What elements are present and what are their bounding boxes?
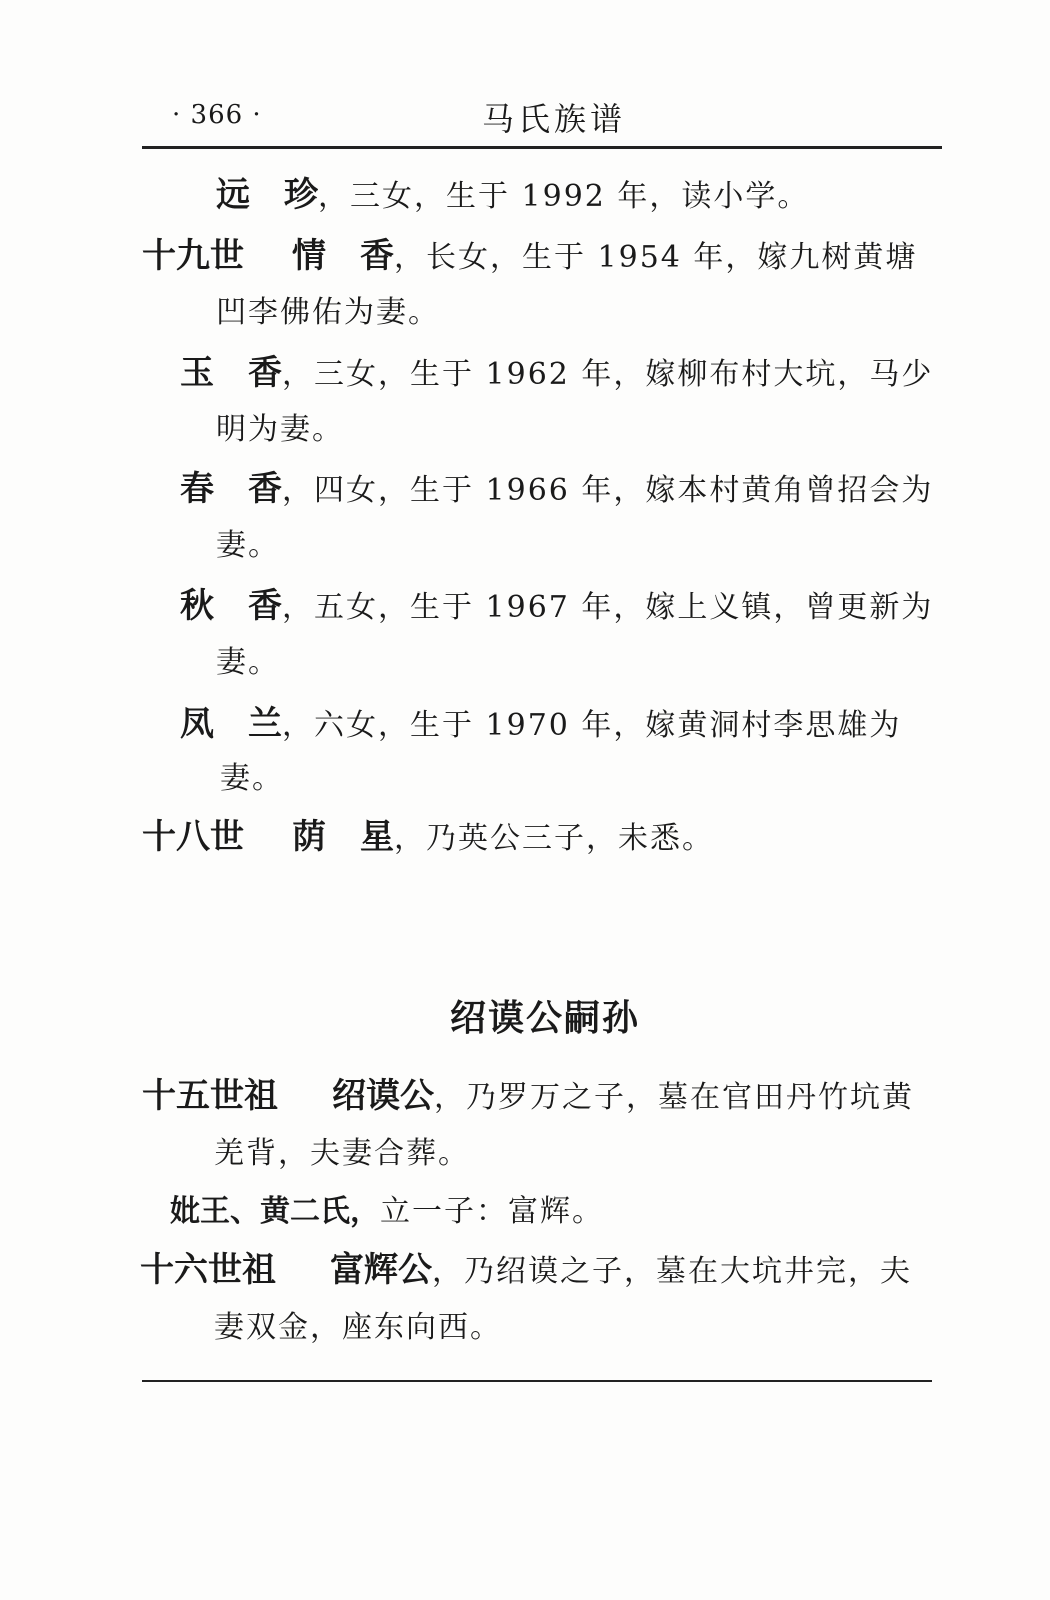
- entry-line: [180, 586, 933, 626]
- entry-continuation: [220, 759, 284, 799]
- spouse-label: 妣王、黄二氏，: [170, 1194, 380, 1229]
- entry-text: 凹李佛佑为妻。: [216, 295, 440, 330]
- entry-line: [142, 1076, 914, 1116]
- entry-line: [180, 353, 933, 393]
- entry-continuation: [214, 1134, 470, 1174]
- entry-text: ，三女，生于 1992 年，读小学。: [318, 179, 810, 214]
- footer-rule: [142, 1380, 932, 1382]
- generation-label: 十八世: [142, 817, 244, 857]
- person-name: 凤 兰: [180, 704, 282, 744]
- person-name: 荫 星: [292, 817, 394, 857]
- entry-text: ，长女，生于 1954 年，嫁九树黄塘: [394, 240, 918, 275]
- entry-line: [142, 236, 917, 276]
- entry-text: 羌背，夫妻合葬。: [214, 1136, 470, 1171]
- entry-continuation: [214, 1308, 502, 1348]
- entry-continuation: [216, 643, 280, 683]
- entry-text: 妻双金，座东向西。: [214, 1310, 502, 1345]
- entry-continuation: [216, 293, 440, 333]
- entry-text: ，乃罗万之子，墓在官田丹竹坑黄: [434, 1080, 914, 1115]
- entry-continuation: [216, 526, 280, 566]
- entry-line: [180, 704, 901, 744]
- page-number: · 366 ·: [172, 100, 262, 130]
- entry-text: ，乃英公三子，未悉。: [394, 821, 714, 856]
- generation-label: 十五世祖: [142, 1076, 278, 1116]
- entry-text: ，五女，生于 1967 年，嫁上义镇，曾更新为: [282, 590, 934, 625]
- generation-label: 十九世: [142, 236, 244, 276]
- entry-text: 妻。: [220, 761, 284, 796]
- entry-text: ，三女，生于 1962 年，嫁柳布村大坑，马少: [282, 357, 934, 392]
- person-name: 绍谟公: [332, 1076, 434, 1116]
- entry-text: 立一子：富辉。: [380, 1194, 604, 1229]
- person-name: 情 香: [292, 236, 394, 276]
- person-name: 富辉公: [330, 1250, 432, 1290]
- entry-text: 妻。: [216, 528, 280, 563]
- entry-continuation: [216, 410, 344, 450]
- person-name: 玉 香: [180, 353, 282, 393]
- entry-line: [216, 175, 809, 215]
- book-title: 马氏族谱: [482, 100, 627, 138]
- page-header: [142, 92, 942, 142]
- entry-text: ，六女，生于 1970 年，嫁黄洞村李思雄为: [282, 708, 902, 743]
- generation-label: 十六世祖: [140, 1250, 276, 1290]
- person-name: 春 香: [180, 469, 282, 509]
- entry-line: [142, 817, 714, 857]
- entry-line: [180, 469, 933, 509]
- entry-text: 明为妻。: [216, 412, 344, 447]
- entry-text: 妻。: [216, 645, 280, 680]
- entry-text: ，乃绍谟之子，墓在大坑井完，夫: [432, 1254, 912, 1289]
- section-title: 绍谟公嗣孙: [449, 998, 640, 1039]
- header-rule: [142, 146, 942, 149]
- entry-line: [170, 1192, 604, 1232]
- entry-text: ，四女，生于 1966 年，嫁本村黄角曾招会为: [282, 473, 934, 508]
- entry-line: [140, 1250, 912, 1290]
- person-name: 秋 香: [180, 586, 282, 626]
- person-name: 远 珍: [216, 175, 318, 215]
